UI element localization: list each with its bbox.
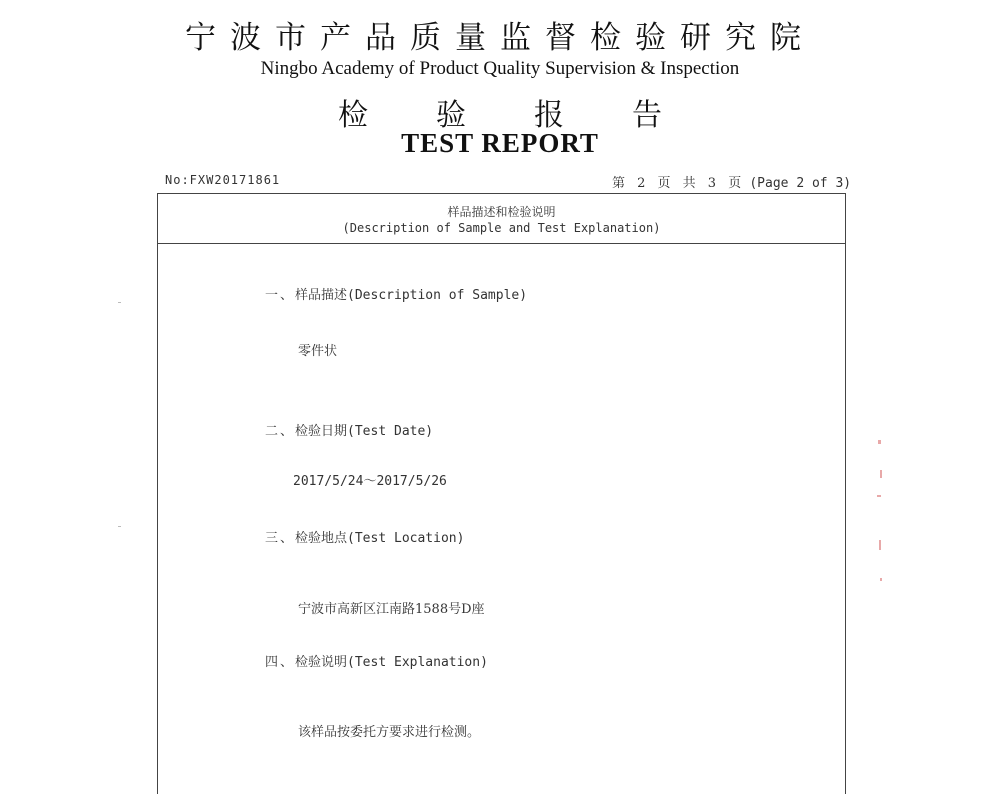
section-number: 一、 (265, 288, 296, 303)
test-date-value: 2017/5/24～2017/5/26 (293, 474, 447, 489)
report-number: No:FXW20171861 (165, 173, 281, 187)
page-indicator-cn: 第 2 页 共 3 页 (612, 176, 746, 191)
section-label-en: (Test Date) (347, 424, 434, 439)
organization-name-cn: 宁波市产品质量监督检验研究院 (185, 20, 815, 56)
section-label-cn: 样品描述 (295, 288, 348, 303)
section-label-en: (Description of Sample) (347, 288, 528, 303)
title-char: 检 (338, 98, 368, 133)
section-label-cn: 检验日期 (295, 424, 348, 439)
organization-name-en: Ningbo Academy of Product Quality Supervision & Inspection (260, 58, 740, 79)
section-label-en: (Test Location) (347, 531, 465, 546)
test-location-value: 宁波市高新区江南路1588号D座 (298, 602, 485, 617)
report-title-en: TEST REPORT (401, 128, 599, 158)
section-heading-date (265, 420, 433, 439)
box-title-en: (Description of Sample and Test Explanation) (342, 221, 661, 235)
title-char: 报 (534, 98, 564, 133)
scan-speck (880, 578, 882, 581)
section-label-cn: 检验地点 (295, 531, 348, 546)
section-heading-explanation (265, 651, 488, 670)
section-number: 二、 (265, 424, 296, 439)
page-indicator (612, 172, 851, 191)
scan-speck (118, 526, 121, 527)
section-number: 三、 (265, 531, 296, 546)
sample-description-value: 零件状 (298, 344, 338, 359)
page-indicator-en: (Page 2 of 3) (749, 176, 852, 191)
title-char: 验 (436, 98, 466, 133)
scan-speck (879, 540, 881, 550)
section-number: 四、 (265, 655, 296, 670)
box-header (158, 194, 845, 244)
section-heading-sample (265, 284, 527, 303)
section-label-en: (Test Explanation) (347, 655, 488, 670)
test-explanation-value: 该样品按委托方要求进行检测。 (298, 725, 481, 740)
title-char: 告 (632, 98, 662, 133)
section-label-cn: 检验说明 (295, 655, 348, 670)
scan-speck (880, 470, 882, 478)
scan-speck (118, 302, 121, 303)
scan-speck (877, 495, 881, 497)
box-title-cn: 样品描述和检验说明 (447, 205, 556, 219)
section-heading-location (265, 527, 464, 546)
scan-speck (878, 440, 881, 444)
